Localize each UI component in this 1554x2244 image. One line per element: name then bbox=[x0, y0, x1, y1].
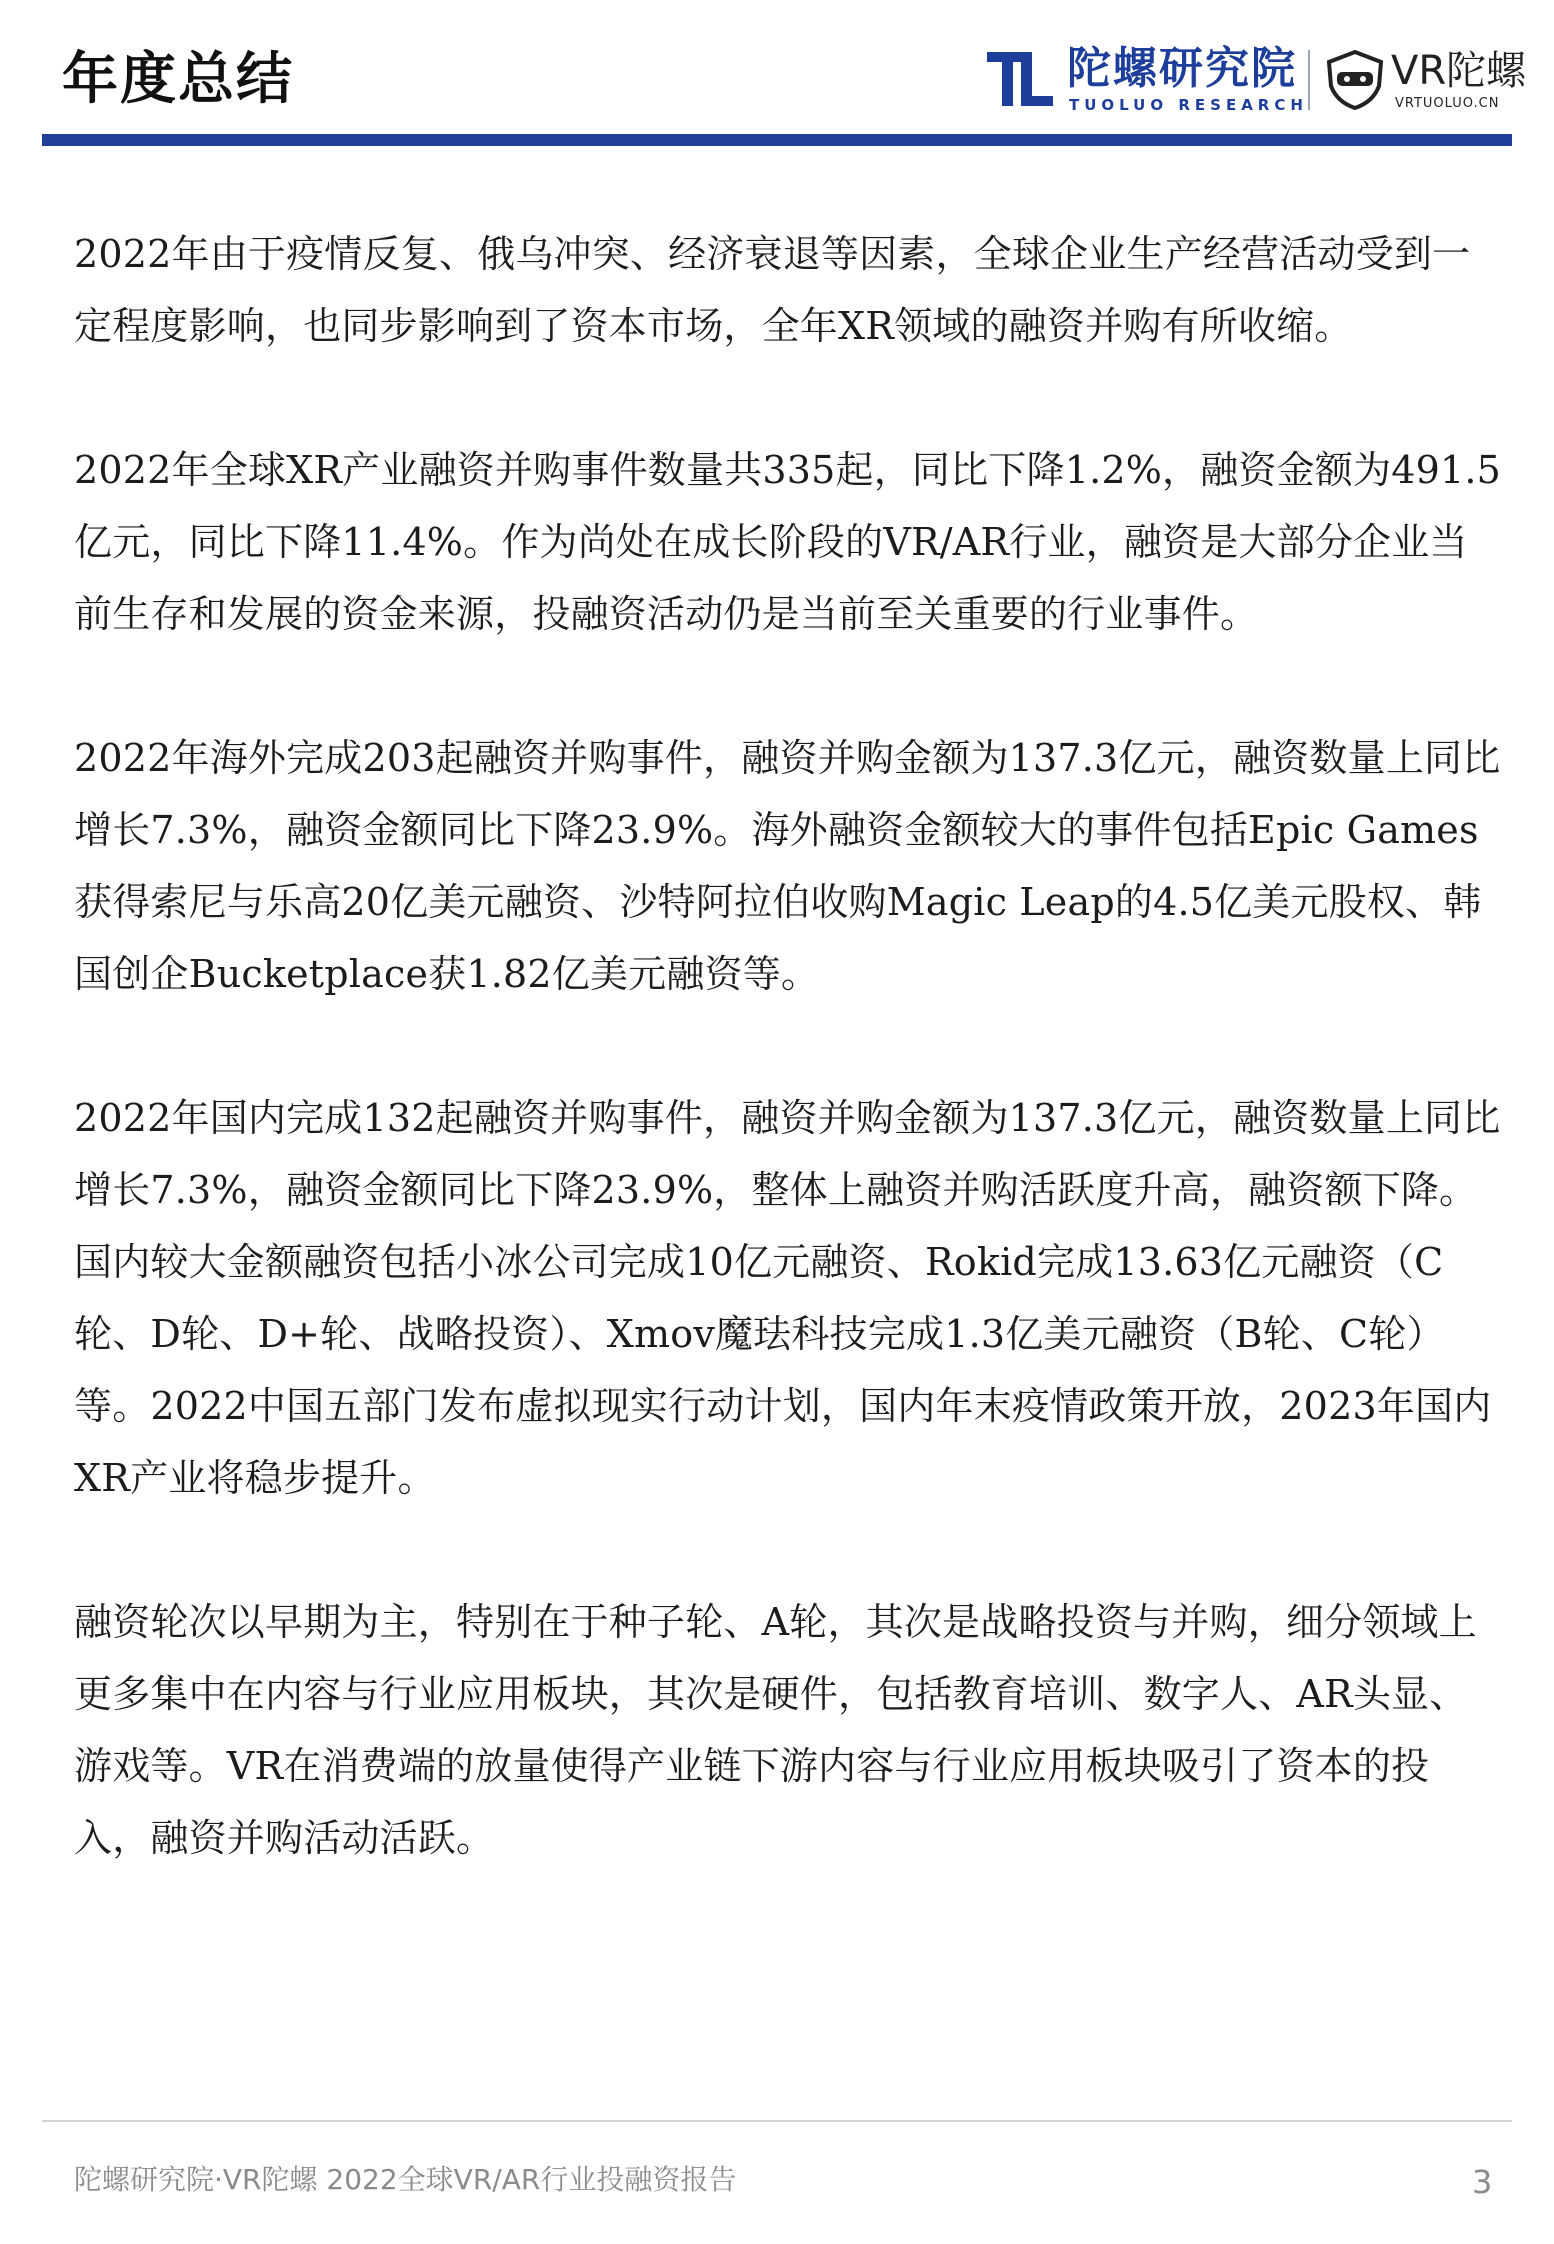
page-header bbox=[0, 0, 1554, 150]
paragraph: 2022年由于疫情反复、俄乌冲突、经济衰退等因素，全球企业生产经营活动受到一定程度影响，也同步影响到了资本市场，全年XR领域的融资并购有所收缩。 bbox=[74, 232, 1471, 348]
paragraph: 2022年全球XR产业融资并购事件数量共335起，同比下降1.2%，融资金额为491.5亿元，同比下降11.4%。作为尚处在成长阶段的VR/AR行业，融资是大部分企业当前生存和发展的资金来源，投融资活动仍是当前至关重要的行业事件。 bbox=[74, 448, 1502, 636]
page-title: 年度总结 bbox=[62, 47, 294, 112]
brand-divider bbox=[1308, 50, 1310, 110]
footer-divider bbox=[42, 2120, 1512, 2122]
vr-headset-shield-icon bbox=[1323, 48, 1387, 112]
footer-source: 陀螺研究院·VR陀螺 2022全球VR/AR行业投融资报告 bbox=[74, 2163, 737, 2196]
vr-brand-name: VR陀螺 bbox=[1391, 48, 1527, 94]
tl-monogram-icon bbox=[985, 46, 1057, 110]
header-divider-bar bbox=[42, 134, 1512, 146]
brand-name-en: TUOLUO RESEARCH bbox=[1069, 96, 1308, 114]
summary-body bbox=[74, 218, 1504, 1946]
paragraph: 2022年国内完成132起融资并购事件，融资并购金额为137.3亿元，融资数量上同比增长7.3%，融资金额同比下降23.9%，整体上融资并购活跃度升高，融资额下降。国内较大金额融资包括小冰公司完成10亿元融资、Rokid完成13.63亿元融资（C轮、D轮、D+轮、战略投资）、Xmov魔珐科技完成1.3亿美元融资（B轮、C轮）等。2022中国五部门发布虚拟现实行动计划，国内年末疫情政策开放，2023年国内XR产业将稳步提升。 bbox=[74, 1096, 1501, 1500]
paragraph: 2022年海外完成203起融资并购事件，融资并购金额为137.3亿元，融资数量上同比增长7.3%，融资金额同比下降23.9%。海外融资金额较大的事件包括Epic Games获得索尼与乐高20亿美元融资、沙特阿拉伯收购Magic Leap的4.5亿美元股权、韩国创企Bucketplace获1.82亿美元融资等。 bbox=[74, 736, 1501, 996]
paragraph: 融资轮次以早期为主，特别在于种子轮、A轮，其次是战略投资与并购，细分领域上更多集中在内容与行业应用板块，其次是硬件，包括教育培训、数字人、AR头显、游戏等。VR在消费端的放量使得产业链下游内容与行业应用板块吸引了资本的投入，融资并购活动活跃。 bbox=[74, 1600, 1477, 1860]
brand-name-cn: 陀螺研究院 bbox=[1067, 43, 1297, 94]
page-number: 3 bbox=[1472, 2163, 1493, 2201]
vr-brand-url: VRTUOLUO.CN bbox=[1395, 96, 1500, 111]
brand-logos bbox=[985, 44, 1525, 116]
